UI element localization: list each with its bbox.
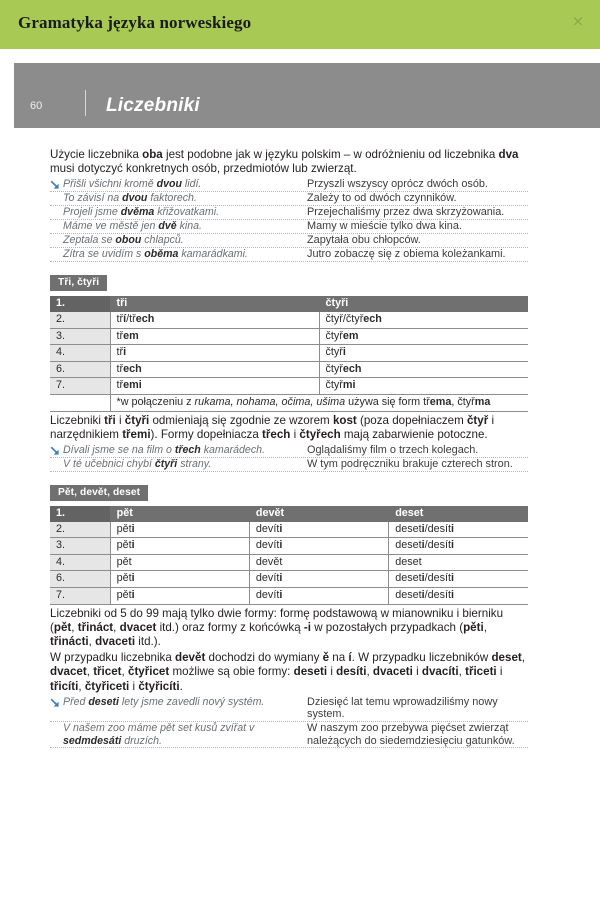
table-cell: devíti [249, 538, 388, 555]
table-cell: deseti/desíti [389, 587, 528, 604]
example-arrow-icon [50, 696, 63, 721]
table-header-cell: 1. [50, 506, 110, 522]
example-row [50, 696, 528, 722]
example-czech: Zítra se uvidím s oběma kamarádkami. [63, 248, 248, 261]
intro-paragraph: Użycie liczebnika oba jest podobne jak w języku polskim – w odróżnieniu od liczebnika dva musi dotyczyć konkretnych osób, przedmiotów lub zwierząt. [50, 148, 519, 176]
table-footnote-spacer [50, 394, 110, 411]
example-arrow-icon [50, 458, 63, 471]
example-arrow-icon [50, 248, 63, 261]
table-cell: deseti/desíti [389, 571, 528, 588]
table-footnote-row [50, 394, 528, 411]
table-header-cell: 1. [50, 296, 110, 312]
table-row [50, 571, 528, 588]
table-header-row [50, 506, 528, 522]
table-cell: pěti [110, 522, 249, 538]
example-czech: Projeli jsme dvěma křižovatkami. [63, 206, 220, 219]
example-row [50, 722, 528, 748]
example-polish: Przyszli wszyscy oprócz dwóch osób. [307, 178, 488, 191]
table-cell: deseti/desíti [389, 522, 528, 538]
table-case-number: 7. [50, 378, 110, 395]
table-row [50, 587, 528, 604]
section-badge-pet: Pět, devět, deset [50, 485, 148, 501]
table-row [50, 538, 528, 555]
example-arrow-icon [50, 444, 63, 457]
table-row [50, 378, 528, 395]
example-arrow-icon [50, 220, 63, 233]
table-cell: deseti/desíti [389, 538, 528, 555]
example-row [50, 234, 528, 248]
example-czech: Zeptala se obou chlapců. [63, 234, 184, 247]
declension-table-tri [50, 296, 528, 411]
table-cell: pěti [110, 571, 249, 588]
example-czech: Přišli všichni kromě dvou lidí. [63, 178, 202, 191]
table-case-number: 2. [50, 522, 110, 538]
table-header-row [50, 296, 528, 312]
example-arrow-icon [50, 234, 63, 247]
table-case-number: 7. [50, 587, 110, 604]
table-header-cell: deset [389, 506, 528, 522]
example-row [50, 206, 528, 220]
example-polish: Przejechaliśmy przez dwa skrzyżowania. [307, 206, 505, 219]
example-polish: W naszym zoo przebywa pięćset zwierząt należących do siedemdziesięciu gatunków. [307, 721, 515, 747]
declension-table-pet [50, 506, 528, 605]
table-footnote: *w połączeniu z rukama, nohama, očima, ušima używa się form třema, čtyřma [110, 394, 528, 411]
table-row [50, 554, 528, 571]
example-arrow-icon [50, 178, 63, 191]
example-czech: V té učebnici chybí čtyři strany. [63, 457, 212, 470]
table-cell: deset [389, 554, 528, 571]
table-case-number: 6. [50, 361, 110, 378]
table-row [50, 345, 528, 362]
table-cell: pět [110, 554, 249, 571]
example-polish: Jutro zobaczę się z obiema koleżankami. [307, 248, 506, 261]
close-icon[interactable]: × [571, 12, 585, 30]
table-case-number: 2. [50, 312, 110, 328]
example-row [50, 458, 528, 472]
example-row [50, 192, 528, 206]
example-row [50, 178, 528, 192]
example-polish: Dziesięć lat temu wprowadziliśmy nowy system. [307, 695, 498, 721]
table-header-cell: devět [249, 506, 388, 522]
table-case-number: 6. [50, 571, 110, 588]
table-cell: třech [110, 361, 319, 378]
table-cell: tři [110, 345, 319, 362]
table-row [50, 328, 528, 345]
example-polish: Zapytała obu chłopców. [307, 234, 421, 247]
table-cell: devět [249, 554, 388, 571]
example-czech: Máme ve městě jen dvě kina. [63, 220, 202, 233]
example-list-intro [50, 178, 528, 262]
table-cell: tří/třech [110, 312, 319, 328]
table-header-cell: čtyři [319, 296, 528, 312]
table-cell: pěti [110, 587, 249, 604]
tri-paragraph: Liczebniki tři i čtyři odmieniają się zgodnie ze wzorem kost (poza dopełniaczem čtyř i narzędnikiem třemi). Formy dopełniacza třech i čtyřech mają zabarwienie potoczne. [50, 413, 495, 441]
table-cell: devíti [249, 571, 388, 588]
band-divider [85, 90, 86, 116]
example-row [50, 220, 528, 234]
table-cell: třemi [110, 378, 319, 395]
example-polish: W tym podręczniku brakuje czterech stron. [307, 457, 513, 470]
table-cell: čtyřmi [319, 378, 528, 395]
table-case-number: 3. [50, 538, 110, 555]
example-list-pet [50, 696, 528, 748]
example-list-tri [50, 444, 528, 472]
example-polish: Zależy to od dwóch czynników. [307, 192, 457, 205]
pet-paragraph-1: Liczebniki od 5 do 99 mają tylko dwie formy: formę podstawową w mianowniku i bierniku (pět, třináct, dvacet itd.) oraz formy z końcówką -i w pozostałych przypadkach (pěti, třinácti, dvaceti itd.). [50, 606, 504, 648]
table-cell: čtyř/čtyřech [319, 312, 528, 328]
table-case-number: 4. [50, 345, 110, 362]
example-czech: Dívali jsme se na film o třech kamarádech. [63, 443, 265, 456]
table-row [50, 361, 528, 378]
table-cell: třem [110, 328, 319, 345]
example-czech: V našem zoo máme pět set kusů zvířat v sedmdesáti druzích. [63, 721, 255, 747]
example-arrow-icon [50, 192, 63, 205]
table-header-cell: tři [110, 296, 319, 312]
table-header-cell: pět [110, 506, 249, 522]
page-number: 60 [30, 100, 43, 112]
example-arrow-icon [50, 722, 63, 747]
example-czech: To závisí na dvou faktorech. [63, 192, 197, 205]
table-case-number: 3. [50, 328, 110, 345]
table-cell: devíti [249, 522, 388, 538]
section-badge-tri: Tři, čtyři [50, 275, 107, 291]
table-cell: čtyřem [319, 328, 528, 345]
example-polish: Oglądaliśmy film o trzech kolegach. [307, 443, 479, 456]
example-row [50, 248, 528, 262]
table-cell: devíti [249, 587, 388, 604]
chapter-band [14, 63, 600, 128]
example-polish: Mamy w mieście tylko dwa kina. [307, 220, 462, 233]
table-cell: pěti [110, 538, 249, 555]
table-row [50, 522, 528, 538]
example-czech: Před deseti lety jsme zavedli nový systém. [63, 695, 265, 708]
table-row [50, 312, 528, 328]
page-title: Liczebniki [106, 95, 200, 116]
example-arrow-icon [50, 206, 63, 219]
pet-paragraph-2: W przypadku liczebnika devět dochodzi do wymiany ě na í. W przypadku liczebników deset, dvacet, třicet, čtyřicet możliwe są obie formy: deseti i desíti, dvaceti i dvacíti, třiceti i třicíti, čtyřiceti i čtyřicíti. [50, 651, 525, 693]
example-row [50, 444, 528, 458]
page-content [50, 148, 528, 752]
table-cell: čtyři [319, 345, 528, 362]
table-cell: čtyřech [319, 361, 528, 378]
table-case-number: 4. [50, 554, 110, 571]
modal-title: Gramatyka języka norweskiego [18, 13, 252, 32]
